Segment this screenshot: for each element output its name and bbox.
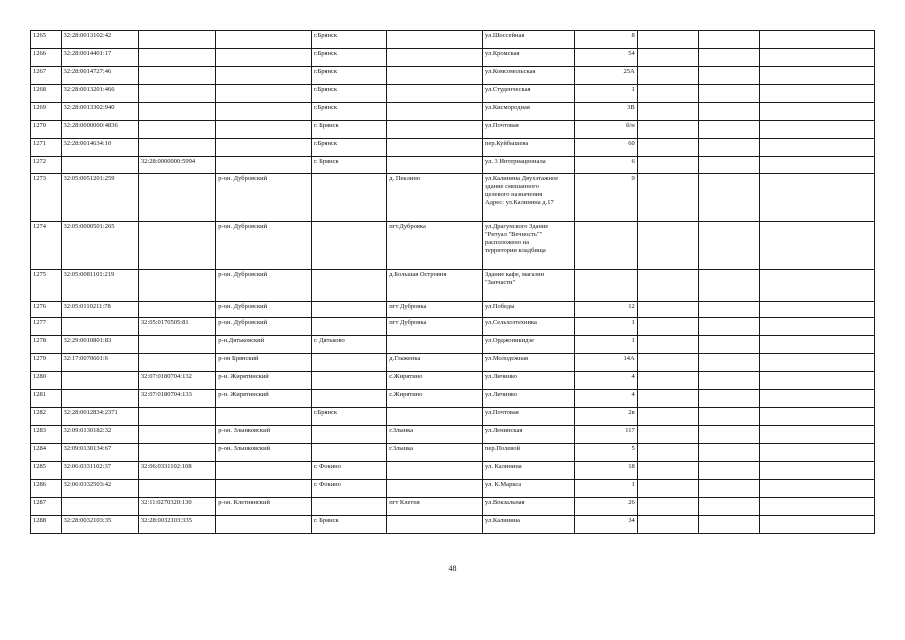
extra-col-3-cell <box>759 516 874 534</box>
house-number-cell: 5 <box>574 444 637 462</box>
district-cell <box>216 121 312 139</box>
extra-col-3-cell <box>759 498 874 516</box>
city-cell: г. Фокино <box>311 462 386 480</box>
table-row <box>31 498 875 516</box>
house-number-cell: 1 <box>574 480 637 498</box>
row-number-cell: 1286 <box>31 480 62 498</box>
extra-col-3-cell <box>759 49 874 67</box>
district-cell <box>216 462 312 480</box>
district-cell <box>216 157 312 174</box>
building-cadastral-number-cell <box>138 139 215 157</box>
building-cadastral-number-cell <box>138 174 215 222</box>
table-row <box>31 103 875 121</box>
building-cadastral-number-cell <box>138 302 215 318</box>
table-row <box>31 480 875 498</box>
extra-col-2-cell <box>698 67 759 85</box>
house-number-cell <box>574 270 637 302</box>
extra-col-1-cell <box>637 408 698 426</box>
extra-col-1-cell <box>637 336 698 354</box>
cadastral-number-cell: 32:28:0032103:35 <box>61 516 138 534</box>
building-cadastral-number-cell <box>138 31 215 49</box>
building-cadastral-number-cell: 32:11:0270320:130 <box>138 498 215 516</box>
city-cell: г.Брянск <box>311 103 386 121</box>
city-cell: г. Брянск <box>311 516 386 534</box>
row-number-cell: 1265 <box>31 31 62 49</box>
building-cadastral-number-cell: 32:05:0170505:81 <box>138 318 215 336</box>
settlement-cell: с.Жирятино <box>387 390 483 408</box>
street-cell: ул.Почтовая <box>482 408 574 426</box>
settlement-cell <box>387 31 483 49</box>
row-number-cell: 1267 <box>31 67 62 85</box>
building-cadastral-number-cell <box>138 49 215 67</box>
row-number-cell: 1269 <box>31 103 62 121</box>
street-cell: ул.Молодежная <box>482 354 574 372</box>
extra-col-1-cell <box>637 157 698 174</box>
street-cell: ул.Личинко <box>482 372 574 390</box>
extra-col-3-cell <box>759 67 874 85</box>
extra-col-1-cell <box>637 270 698 302</box>
building-cadastral-number-cell: 32:07:0180704:133 <box>138 390 215 408</box>
cadastral-number-cell <box>61 372 138 390</box>
extra-col-2-cell <box>698 480 759 498</box>
city-cell <box>311 444 386 462</box>
street-cell: пер.Полевой <box>482 444 574 462</box>
row-number-cell: 1282 <box>31 408 62 426</box>
street-cell: пер.Куйбышева <box>482 139 574 157</box>
register-table <box>30 30 875 534</box>
extra-col-1-cell <box>637 103 698 121</box>
extra-col-2-cell <box>698 408 759 426</box>
settlement-cell <box>387 480 483 498</box>
settlement-cell: г.Злынка <box>387 444 483 462</box>
city-cell <box>311 498 386 516</box>
district-cell <box>216 480 312 498</box>
district-cell: р-он. Дубровский <box>216 174 312 222</box>
building-cadastral-number-cell <box>138 408 215 426</box>
extra-col-3-cell <box>759 336 874 354</box>
extra-col-1-cell <box>637 354 698 372</box>
building-cadastral-number-cell <box>138 85 215 103</box>
table-row <box>31 426 875 444</box>
cadastral-number-cell <box>61 390 138 408</box>
extra-col-3-cell <box>759 157 874 174</box>
cadastral-number-cell: 32:05:0000501:265 <box>61 222 138 270</box>
district-cell: р-он. Злынковский <box>216 426 312 444</box>
extra-col-3-cell <box>759 444 874 462</box>
extra-col-1-cell <box>637 318 698 336</box>
house-number-cell: 25А <box>574 67 637 85</box>
table-row <box>31 318 875 336</box>
cadastral-number-cell: 32:09:0130182:32 <box>61 426 138 444</box>
house-number-cell: 1 <box>574 318 637 336</box>
extra-col-3-cell <box>759 222 874 270</box>
cadastral-number-cell: 32:28:0013201:466 <box>61 85 138 103</box>
settlement-cell <box>387 408 483 426</box>
city-cell <box>311 318 386 336</box>
extra-col-1-cell <box>637 67 698 85</box>
city-cell: г.Брянск <box>311 139 386 157</box>
house-number-cell: 1 <box>574 336 637 354</box>
street-cell: ул.Вокзальная <box>482 498 574 516</box>
extra-col-2-cell <box>698 174 759 222</box>
city-cell <box>311 390 386 408</box>
extra-col-2-cell <box>698 157 759 174</box>
street-cell: ул.Личинко <box>482 390 574 408</box>
table-row <box>31 67 875 85</box>
extra-col-2-cell <box>698 318 759 336</box>
street-cell: ул.Шоссейная <box>482 31 574 49</box>
district-cell <box>216 31 312 49</box>
cadastral-number-cell: 32:28:0014634:10 <box>61 139 138 157</box>
city-cell: г.Брянск <box>311 31 386 49</box>
extra-col-3-cell <box>759 270 874 302</box>
building-cadastral-number-cell <box>138 121 215 139</box>
city-cell <box>311 222 386 270</box>
street-cell: ул.Калинина <box>482 516 574 534</box>
street-cell: Здание кафе, магазин "Запчасти" <box>482 270 574 302</box>
district-cell: р-он. Дубровский <box>216 222 312 270</box>
district-cell: р-он Брянский <box>216 354 312 372</box>
street-cell: ул.Кисмородная <box>482 103 574 121</box>
district-cell: р-он. Дубровский <box>216 318 312 336</box>
table-row <box>31 408 875 426</box>
extra-col-1-cell <box>637 462 698 480</box>
cadastral-number-cell: 32:28:0013102:42 <box>61 31 138 49</box>
cadastral-number-cell: 32:05:0051201:259 <box>61 174 138 222</box>
district-cell <box>216 516 312 534</box>
table-row <box>31 85 875 103</box>
extra-col-2-cell <box>698 336 759 354</box>
district-cell: р-он. Дубровский <box>216 270 312 302</box>
cadastral-number-cell: 32:17:0070601:6 <box>61 354 138 372</box>
table-row <box>31 462 875 480</box>
row-number-cell: 1288 <box>31 516 62 534</box>
extra-col-3-cell <box>759 103 874 121</box>
extra-col-2-cell <box>698 49 759 67</box>
street-cell: ул.Орджоникидзе <box>482 336 574 354</box>
extra-col-2-cell <box>698 426 759 444</box>
settlement-cell <box>387 157 483 174</box>
building-cadastral-number-cell <box>138 480 215 498</box>
extra-col-1-cell <box>637 516 698 534</box>
city-cell <box>311 354 386 372</box>
cadastral-number-cell: 32:06:0332503:42 <box>61 480 138 498</box>
extra-col-1-cell <box>637 121 698 139</box>
city-cell: г.Брянск <box>311 408 386 426</box>
city-cell: г. Дятьково <box>311 336 386 354</box>
cadastral-number-cell <box>61 157 138 174</box>
row-number-cell: 1287 <box>31 498 62 516</box>
house-number-cell: 12 <box>574 302 637 318</box>
extra-col-2-cell <box>698 31 759 49</box>
city-cell: г.Брянск <box>311 49 386 67</box>
row-number-cell: 1275 <box>31 270 62 302</box>
table-row <box>31 174 875 222</box>
extra-col-1-cell <box>637 222 698 270</box>
extra-col-3-cell <box>759 426 874 444</box>
settlement-cell: д. Пеклино <box>387 174 483 222</box>
extra-col-2-cell <box>698 390 759 408</box>
extra-col-3-cell <box>759 354 874 372</box>
building-cadastral-number-cell <box>138 336 215 354</box>
register-table-body <box>31 31 875 534</box>
settlement-cell <box>387 121 483 139</box>
extra-col-3-cell <box>759 390 874 408</box>
district-cell: р-он. Злынковский <box>216 444 312 462</box>
district-cell: р-он. Клетнянский <box>216 498 312 516</box>
cadastral-number-cell: 32:28:0014727:46 <box>61 67 138 85</box>
extra-col-3-cell <box>759 302 874 318</box>
row-number-cell: 1270 <box>31 121 62 139</box>
house-number-cell: 1 <box>574 85 637 103</box>
extra-col-1-cell <box>637 444 698 462</box>
extra-col-3-cell <box>759 462 874 480</box>
row-number-cell: 1273 <box>31 174 62 222</box>
extra-col-2-cell <box>698 444 759 462</box>
extra-col-2-cell <box>698 222 759 270</box>
city-cell: г.Брянск <box>311 85 386 103</box>
page-number: 48 <box>448 564 457 573</box>
table-row <box>31 302 875 318</box>
street-cell: ул.Почтовая <box>482 121 574 139</box>
cadastral-number-cell: 32:05:0110211:78 <box>61 302 138 318</box>
extra-col-2-cell <box>698 121 759 139</box>
district-cell <box>216 103 312 121</box>
settlement-cell: д.Глаженка <box>387 354 483 372</box>
table-row <box>31 444 875 462</box>
extra-col-2-cell <box>698 462 759 480</box>
extra-col-1-cell <box>637 390 698 408</box>
house-number-cell: 54 <box>574 49 637 67</box>
building-cadastral-number-cell <box>138 354 215 372</box>
extra-col-3-cell <box>759 31 874 49</box>
street-cell: ул.Драгунского Здание "Ритуал "Вечность"" расположено на территории кладбища <box>482 222 574 270</box>
row-number-cell: 1276 <box>31 302 62 318</box>
house-number-cell: 3В <box>574 103 637 121</box>
row-number-cell: 1283 <box>31 426 62 444</box>
cadastral-number-cell: 32:29:0010801:83 <box>61 336 138 354</box>
building-cadastral-number-cell <box>138 67 215 85</box>
table-row <box>31 121 875 139</box>
extra-col-1-cell <box>637 31 698 49</box>
table-row <box>31 157 875 174</box>
building-cadastral-number-cell <box>138 426 215 444</box>
extra-col-1-cell <box>637 372 698 390</box>
settlement-cell <box>387 516 483 534</box>
settlement-cell <box>387 139 483 157</box>
table-row <box>31 270 875 302</box>
house-number-cell: 8 <box>574 31 637 49</box>
extra-col-2-cell <box>698 85 759 103</box>
city-cell: г. Фокино <box>311 480 386 498</box>
extra-col-2-cell <box>698 516 759 534</box>
settlement-cell <box>387 103 483 121</box>
row-number-cell: 1266 <box>31 49 62 67</box>
district-cell <box>216 67 312 85</box>
building-cadastral-number-cell: 32:07:0180704:132 <box>138 372 215 390</box>
table-row <box>31 49 875 67</box>
house-number-cell: 2в <box>574 408 637 426</box>
extra-col-2-cell <box>698 372 759 390</box>
district-cell: р-н. Жирятинский <box>216 372 312 390</box>
extra-col-3-cell <box>759 480 874 498</box>
house-number-cell: 4 <box>574 372 637 390</box>
cadastral-number-cell <box>61 318 138 336</box>
street-cell: ул. Калинина <box>482 462 574 480</box>
cadastral-number-cell <box>61 498 138 516</box>
row-number-cell: 1272 <box>31 157 62 174</box>
house-number-cell: 6 <box>574 157 637 174</box>
district-cell <box>216 49 312 67</box>
cadastral-number-cell: 32:28:0000000:4836 <box>61 121 138 139</box>
city-cell <box>311 302 386 318</box>
settlement-cell <box>387 336 483 354</box>
extra-col-1-cell <box>637 174 698 222</box>
street-cell: ул. 3 Интернационала <box>482 157 574 174</box>
extra-col-2-cell <box>698 270 759 302</box>
city-cell <box>311 174 386 222</box>
extra-col-1-cell <box>637 139 698 157</box>
building-cadastral-number-cell: 32:28:0032103:335 <box>138 516 215 534</box>
street-cell: ул.Калинина Двухэтажное здание смешанного целевого назначения Адрес: ул.Калинина д.17 <box>482 174 574 222</box>
settlement-cell: пгт Дубровка <box>387 302 483 318</box>
city-cell <box>311 270 386 302</box>
district-cell <box>216 408 312 426</box>
cadastral-number-cell: 32:28:0012834:2371 <box>61 408 138 426</box>
cadastral-number-cell: 32:09:0130134:67 <box>61 444 138 462</box>
cadastral-number-cell: 32:05:0081101:219 <box>61 270 138 302</box>
city-cell: г. Брянск <box>311 157 386 174</box>
row-number-cell: 1285 <box>31 462 62 480</box>
district-cell: р-н.Дятьковский <box>216 336 312 354</box>
extra-col-2-cell <box>698 139 759 157</box>
settlement-cell <box>387 49 483 67</box>
district-cell: р-он. Дубровский <box>216 302 312 318</box>
table-row <box>31 31 875 49</box>
district-cell <box>216 139 312 157</box>
extra-col-2-cell <box>698 498 759 516</box>
row-number-cell: 1271 <box>31 139 62 157</box>
city-cell: г. Брянск <box>311 121 386 139</box>
street-cell: ул.Комсомольская <box>482 67 574 85</box>
row-number-cell: 1274 <box>31 222 62 270</box>
row-number-cell: 1268 <box>31 85 62 103</box>
extra-col-1-cell <box>637 302 698 318</box>
building-cadastral-number-cell: 32:06:0331102:108 <box>138 462 215 480</box>
cadastral-number-cell: 32:28:0013302:940 <box>61 103 138 121</box>
table-row <box>31 354 875 372</box>
table-row <box>31 516 875 534</box>
house-number-cell: 9 <box>574 174 637 222</box>
extra-col-1-cell <box>637 498 698 516</box>
settlement-cell: д.Большая Островня <box>387 270 483 302</box>
city-cell <box>311 426 386 444</box>
settlement-cell: пгт Дубровка <box>387 318 483 336</box>
row-number-cell: 1281 <box>31 390 62 408</box>
table-row <box>31 372 875 390</box>
extra-col-2-cell <box>698 302 759 318</box>
building-cadastral-number-cell <box>138 444 215 462</box>
house-number-cell: 26 <box>574 498 637 516</box>
house-number-cell: 60 <box>574 139 637 157</box>
building-cadastral-number-cell: 32:28:0000000:5994 <box>138 157 215 174</box>
extra-col-1-cell <box>637 85 698 103</box>
settlement-cell <box>387 462 483 480</box>
extra-col-3-cell <box>759 318 874 336</box>
building-cadastral-number-cell <box>138 103 215 121</box>
house-number-cell: 4 <box>574 390 637 408</box>
building-cadastral-number-cell <box>138 270 215 302</box>
extra-col-3-cell <box>759 174 874 222</box>
table-row <box>31 222 875 270</box>
street-cell: ул.Сельхозтехника <box>482 318 574 336</box>
row-number-cell: 1279 <box>31 354 62 372</box>
city-cell: г.Брянск <box>311 67 386 85</box>
settlement-cell: пгт.Дубровка <box>387 222 483 270</box>
district-cell: р-н. Жирятинский <box>216 390 312 408</box>
table-row <box>31 336 875 354</box>
building-cadastral-number-cell <box>138 222 215 270</box>
settlement-cell <box>387 67 483 85</box>
house-number-cell: 117 <box>574 426 637 444</box>
house-number-cell: 14А <box>574 354 637 372</box>
extra-col-1-cell <box>637 49 698 67</box>
settlement-cell: г.Злынка <box>387 426 483 444</box>
house-number-cell: 18 <box>574 462 637 480</box>
row-number-cell: 1284 <box>31 444 62 462</box>
street-cell: ул.Студенческая <box>482 85 574 103</box>
extra-col-3-cell <box>759 408 874 426</box>
extra-col-2-cell <box>698 103 759 121</box>
street-cell: ул.Победы <box>482 302 574 318</box>
city-cell <box>311 372 386 390</box>
extra-col-1-cell <box>637 426 698 444</box>
house-number-cell: б/н <box>574 121 637 139</box>
house-number-cell: 34 <box>574 516 637 534</box>
extra-col-3-cell <box>759 372 874 390</box>
cadastral-number-cell: 32:28:0014401:17 <box>61 49 138 67</box>
extra-col-1-cell <box>637 480 698 498</box>
settlement-cell <box>387 85 483 103</box>
extra-col-3-cell <box>759 85 874 103</box>
row-number-cell: 1277 <box>31 318 62 336</box>
settlement-cell: с.Жирятино <box>387 372 483 390</box>
street-cell: ул. К.Маркса <box>482 480 574 498</box>
table-row <box>31 390 875 408</box>
extra-col-3-cell <box>759 121 874 139</box>
extra-col-3-cell <box>759 139 874 157</box>
street-cell: ул.Ленинская <box>482 426 574 444</box>
settlement-cell: пгт Клетня <box>387 498 483 516</box>
row-number-cell: 1278 <box>31 336 62 354</box>
cadastral-number-cell: 32:06:0331102:37 <box>61 462 138 480</box>
street-cell: ул.Кромская <box>482 49 574 67</box>
extra-col-2-cell <box>698 354 759 372</box>
table-row <box>31 139 875 157</box>
row-number-cell: 1280 <box>31 372 62 390</box>
district-cell <box>216 85 312 103</box>
house-number-cell <box>574 222 637 270</box>
